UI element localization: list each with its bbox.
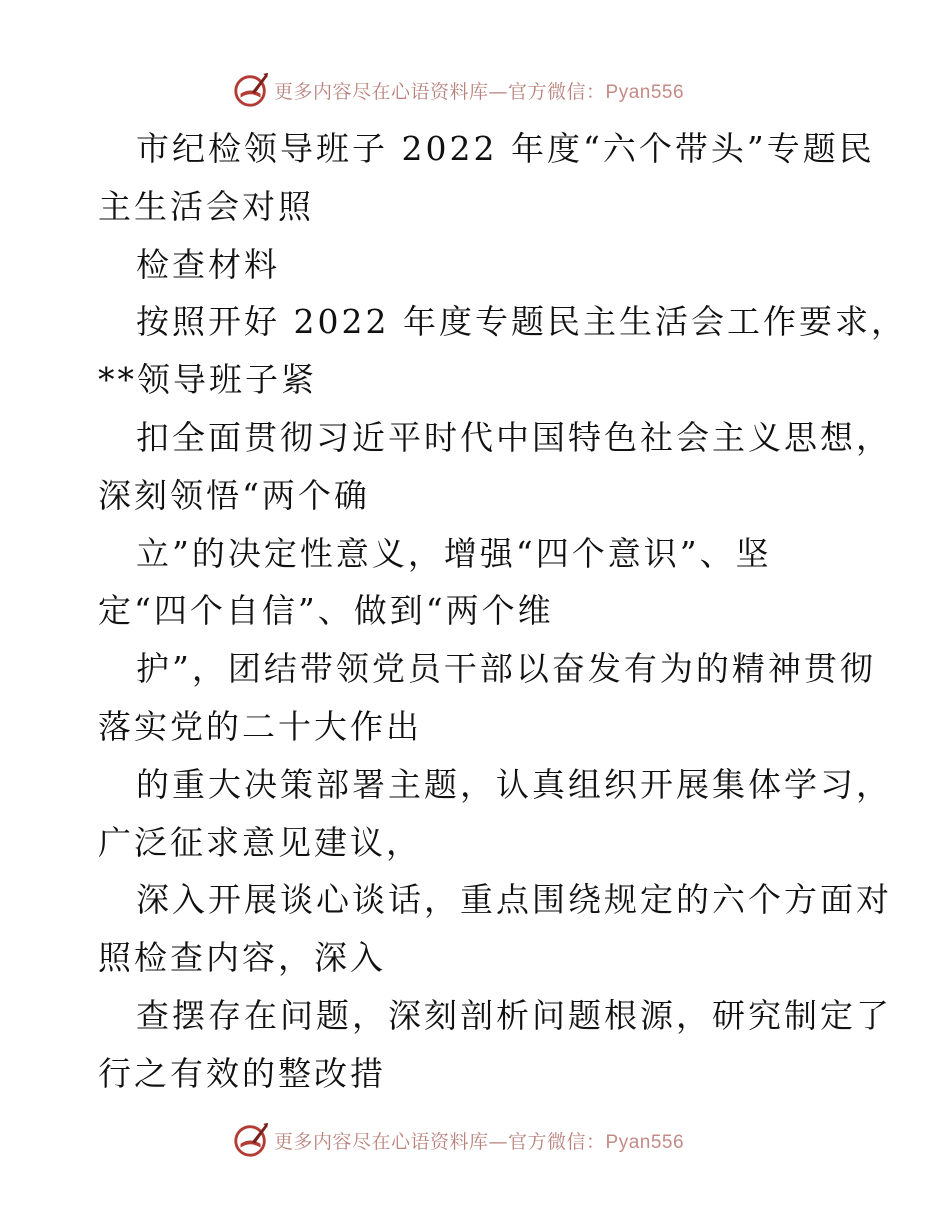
watermark-text: 更多内容尽在心语资料库—官方微信：Pyan556: [274, 1130, 685, 1153]
document-line: 广泛征求意见建议，: [98, 822, 422, 862]
document-line: 按照开好 2022 年度专题民主生活会工作要求，: [136, 302, 907, 342]
watermark-banner-bottom: [232, 1120, 752, 1160]
document-line: 立”的决定性意义，增强“四个意识”、坚: [136, 533, 772, 573]
document-line: 行之有效的整改措: [98, 1053, 386, 1093]
document-line: 查摆存在问题，深刻剖析问题根源，研究制定了: [136, 995, 892, 1035]
document-body: [98, 120, 907, 1103]
document-line: 市纪检领导班子 2022 年度“六个带头”专题民: [136, 129, 875, 168]
document-line: 检查材料: [136, 244, 280, 284]
document-line: 主生活会对照: [98, 186, 314, 226]
watermark-banner-top: [232, 70, 752, 110]
document-line: 照检查内容，深入: [98, 938, 386, 978]
document-line: 扣全面贯彻习近平时代中国特色社会主义思想，: [136, 417, 892, 457]
book-quill-logo-icon: [232, 71, 270, 109]
document-line: 定“四个自信”、做到“两个维: [98, 591, 554, 631]
document-line: **领导班子紧: [98, 360, 317, 400]
document-line: 落实党的二十大作出: [98, 706, 422, 746]
book-quill-logo-icon: [232, 1121, 270, 1159]
document-line: 深入开展谈心谈话，重点围绕规定的六个方面对: [136, 880, 892, 920]
document-line: 的重大决策部署主题，认真组织开展集体学习，: [136, 764, 892, 804]
watermark-text: 更多内容尽在心语资料库—官方微信：Pyan556: [274, 80, 685, 103]
document-line: 深刻领悟“两个确: [98, 475, 370, 515]
document-line: 护”，团结带领党员干部以奋发有为的精神贯彻: [136, 649, 876, 689]
watermark-account: Pyan556: [605, 1131, 685, 1153]
watermark-account: Pyan556: [605, 81, 685, 103]
